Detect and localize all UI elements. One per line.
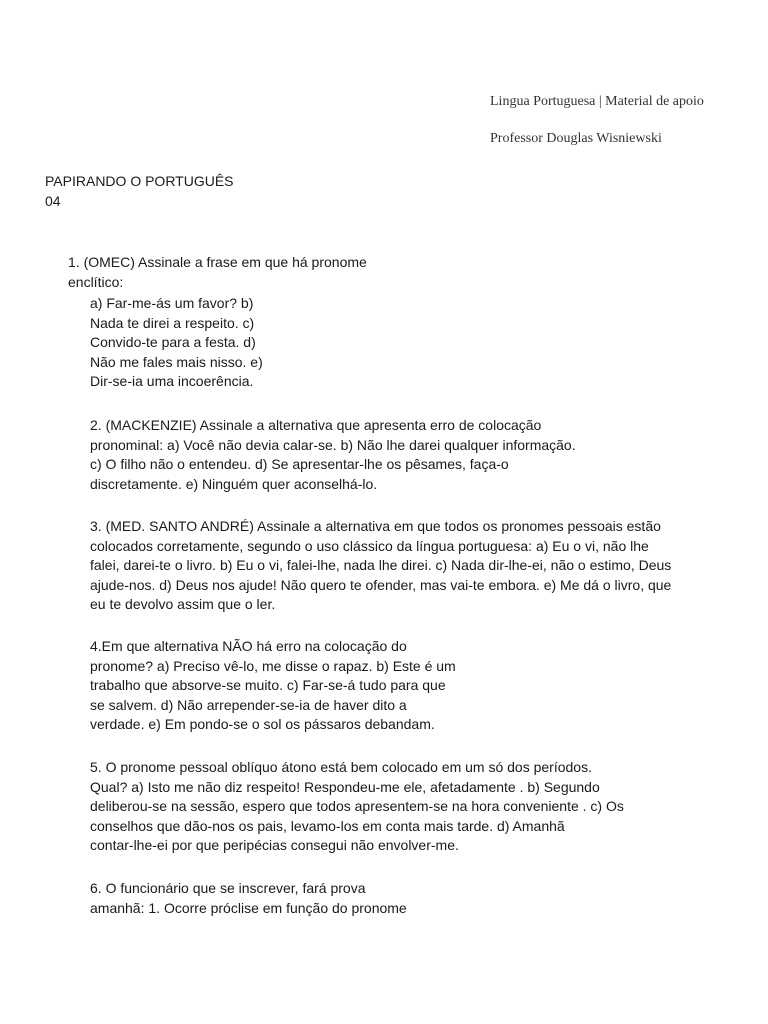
option-line: a) Far-me-ás um favor? b)	[90, 295, 254, 311]
header-subject: Lingua Portuguesa | Material de apoio	[490, 94, 704, 109]
question-line: colocados corretamente, segundo o uso clássico da língua portuguesa: a) Eu o vi, não lhe	[90, 537, 649, 554]
question-line: verdade. e) Em pondo-se o sol os pássaros debandam.	[90, 716, 435, 732]
option-line: Dir-se-ia uma incoerência.	[90, 373, 254, 389]
question-line: enclítico:	[68, 273, 124, 290]
question-line: 5. O pronome pessoal oblíquo átono está bem colocado em um só dos períodos.	[90, 759, 592, 775]
header-teacher: Professor Douglas Wisniewski	[490, 131, 662, 146]
question-line: 6. O funcionário que se inscrever, fará prova	[90, 880, 366, 896]
option-line: Nada te direi a respeito. c)	[90, 314, 255, 331]
question-5	[90, 758, 624, 856]
question-6	[90, 879, 407, 918]
question-line: pronominal: a) Você não devia calar-se. b) Não lhe darei qualquer informação.	[90, 436, 576, 453]
document-title	[45, 172, 234, 211]
question-line: pronome? a) Preciso vê-lo, me disse o rapaz. b) Este é um	[90, 657, 456, 674]
question-line: falei, darei-te o livro. b) Eu o vi, falei-lhe, nada lhe direi. c) Nada dir-lhe-ei, não o estimo, Deus	[90, 557, 672, 573]
question-4	[90, 637, 456, 735]
question-line: amanhã: 1. Ocorre próclise em função do pronome	[90, 899, 407, 916]
question-line: discretamente. e) Ninguém quer aconselhá-lo.	[90, 475, 378, 492]
question-line: ajude-nos. d) Deus nos ajude! Não quero te ofender, mas vai-te embora. e) Me dá o livro, que	[90, 576, 672, 593]
question-1-options	[68, 294, 367, 392]
question-line: conselhos que dão-nos os pais, levamo-los em conta mais tarde. d) Amanhã	[90, 817, 565, 834]
question-1	[68, 253, 367, 392]
question-line: se salvem. d) Não arrepender-se-ia de haver dito a	[90, 696, 407, 713]
option-line: Não me fales mais nisso. e)	[90, 353, 263, 370]
question-line: 3. (MED. SANTO ANDRÉ) Assinale a alternativa em que todos os pronomes pessoais estão	[90, 518, 661, 534]
question-line: 2. (MACKENZIE) Assinale a alternativa que apresenta erro de colocação	[90, 417, 542, 433]
question-line: 4.Em que alternativa NÃO há erro na colocação do	[90, 638, 407, 654]
option-line: Convido-te para a festa. d)	[90, 334, 256, 350]
question-line: trabalho que absorve-se muito. c) Far-se-á tudo para que	[90, 677, 446, 693]
title-main: PAPIRANDO O PORTUGUÊS	[45, 173, 234, 189]
question-line: Qual? a) Isto me não diz respeito! Respondeu-me ele, afetadamente . b) Segundo	[90, 778, 600, 795]
question-3	[90, 517, 671, 615]
question-line: eu te devolvo assim que o ler.	[90, 596, 276, 612]
question-line: contar-lhe-ei por que peripécias consegui não envolver-me.	[90, 837, 459, 853]
title-number: 04	[45, 192, 61, 209]
question-line: 1. (OMEC) Assinale a frase em que há pronome	[68, 254, 367, 270]
question-line: deliberou-se na sessão, espero que todos apresentem-se na hora conveniente . c) Os	[90, 798, 624, 814]
question-line: c) O filho não o entendeu. d) Se apresentar-lhe os pêsames, faça-o	[90, 456, 509, 472]
question-2	[90, 416, 576, 494]
